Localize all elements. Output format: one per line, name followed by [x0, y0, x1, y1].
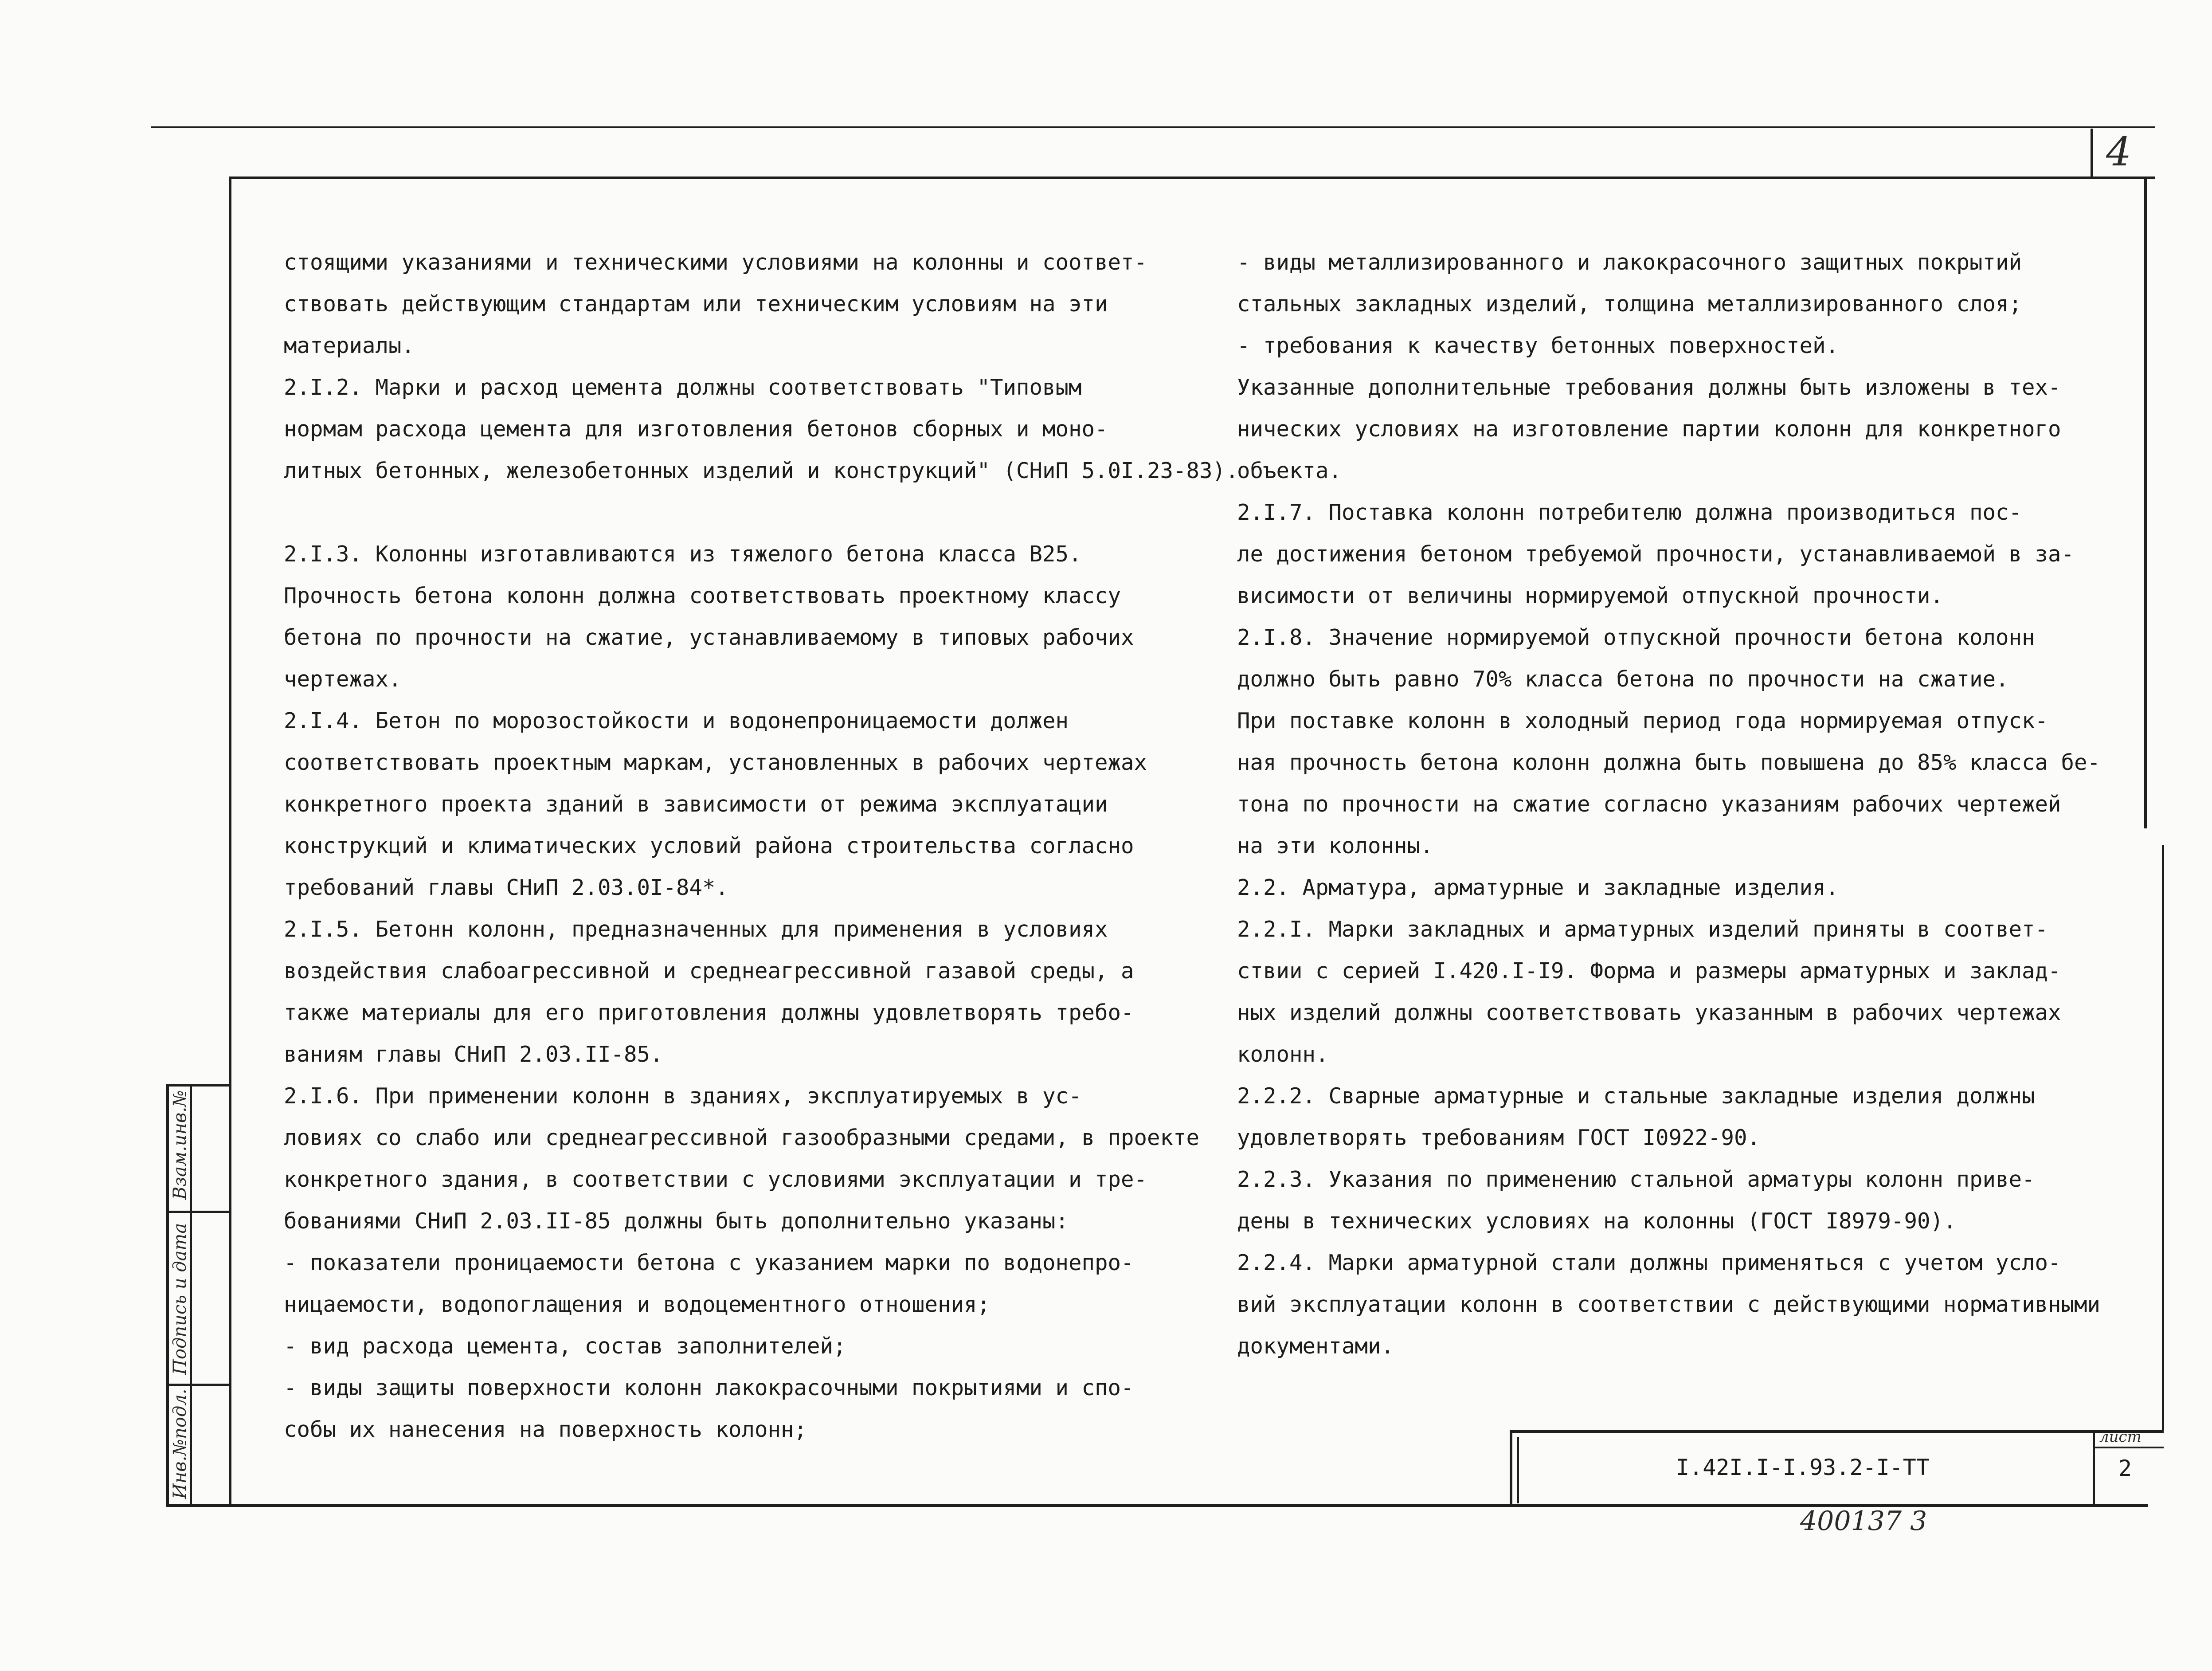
right-column-line: 2.2.4. Марки арматурной стали должны применяться с учетом усло-: [1237, 1250, 2061, 1275]
left-column-line: стоящими указаниями и техническими условиями на колонны и соответ-: [284, 250, 1147, 275]
side-stamp-inv-original: Инв.№подл.: [170, 1389, 190, 1499]
left-column-line: бетона по прочности на сжатие, устанавливаемому в типовых рабочих: [284, 625, 1134, 650]
right-column-line: стальных закладных изделий, толщина металлизированного слоя;: [1237, 291, 2022, 317]
right-column-line: на эти колонны.: [1237, 833, 1433, 859]
bottom-handwritten-number: 400137 3: [1800, 1506, 1927, 1537]
right-column-line: ствии с серией I.420.I-I9. Форма и размеры арматурных и заклад-: [1237, 958, 2061, 984]
right-column-line: нических условиях на изготовление партии колонн для конкретного: [1237, 416, 2061, 442]
left-column-line: ницаемости, водопоглащения и водоцементного отношения;: [284, 1292, 991, 1317]
side-stamp-replaced-inv: Взам.инв.№: [170, 1090, 190, 1200]
right-column-line: ная прочность бетона колонн должна быть повышена до 85% класса бе-: [1237, 750, 2101, 775]
right-column-line: должно быть равно 70% класса бетона по прочности на сжатие.: [1237, 667, 2009, 692]
left-column-line: 2.I.3. Колонны изготавливаются из тяжелого бетона класса В25.: [284, 541, 1082, 567]
stamp-left: [1510, 1430, 1512, 1506]
frame-right-lower: [2162, 845, 2164, 1430]
left-column-line: - вид расхода цемента, состав заполнителей;: [284, 1334, 846, 1359]
left-column-line: литных бетонных, железобетонных изделий и конструкций" (СНиП 5.0I.23-83).: [284, 458, 1239, 483]
stamp-sheet-label: лист: [2099, 1428, 2142, 1446]
frame-top: [231, 177, 2155, 179]
left-column-line: нормам расхода цемента для изготовления бетонов сборных и моно-: [284, 416, 1108, 442]
left-column-line: 2.I.4. Бетон по морозостойкости и водонепроницаемости должен: [284, 708, 1069, 734]
right-column-line: ных изделий должны соответствовать указанным в рабочих чертежах: [1237, 1000, 2061, 1025]
left-column-line: требований главы СНиП 2.03.0I-84*.: [284, 875, 729, 900]
left-column-line: ловиях со слабо или среднеагрессивной газообразными средами, в проекте: [284, 1125, 1200, 1150]
right-column-line: колонн.: [1237, 1042, 1329, 1067]
right-column-line: Указанные дополнительные требования должны быть изложены в тех-: [1237, 375, 2061, 400]
right-column-line: - требования к качеству бетонных поверхностей.: [1237, 333, 1839, 358]
right-column-line: - виды металлизированного и лакокрасочного защитных покрытий: [1237, 250, 2022, 275]
right-column-line: документами.: [1237, 1334, 1394, 1359]
left-column-line: 2.I.2. Марки и расход цемента должны соответствовать "Типовым: [284, 375, 1082, 400]
stamp-top: [1510, 1430, 2164, 1433]
frame-left: [229, 177, 231, 1507]
stamp-sheet-hline: [2093, 1447, 2164, 1448]
left-column-line: ваниям главы СНиП 2.03.II-85.: [284, 1042, 663, 1067]
left-column-line: материалы.: [284, 333, 415, 358]
left-column: [284, 242, 1239, 1451]
side-stamp-div-1: [166, 1211, 231, 1213]
left-column-line: собы их нанесения на поверхность колонн;: [284, 1417, 807, 1442]
side-stamp-line-a: [166, 1084, 169, 1506]
right-column-line: вий эксплуатации колонн в соответствии с действующими нормативными: [1237, 1292, 2101, 1317]
sheet-box-left: [2091, 129, 2093, 177]
right-column-line: 2.2. Арматура, арматурные и закладные изделия.: [1237, 875, 1839, 900]
right-column-line: удовлетворять требованиям ГОСТ I0922-90.: [1237, 1125, 1761, 1150]
right-column-line: тона по прочности на сжатие согласно указаниям рабочих чертежей: [1237, 792, 2061, 817]
stamp-code: I.42I.I-I.93.2-I-TT: [1676, 1455, 1930, 1480]
top-rule-line: [151, 126, 2155, 128]
right-column-line: 2.2.3. Указания по применению стальной арматуры колонн приве-: [1237, 1167, 2035, 1192]
side-stamp-div-2: [166, 1384, 231, 1386]
left-column-line: бованиями СНиП 2.03.II-85 должны быть дополнительно указаны:: [284, 1208, 1069, 1234]
left-column-line: 2.I.6. При применении колонн в зданиях, эксплуатируемых в ус-: [284, 1083, 1082, 1109]
left-column-line: - виды защиты поверхности колонн лакокрасочными покрытиями и спо-: [284, 1375, 1134, 1400]
left-column-line: конкретного здания, в соответствии с условиями эксплуатации и тре-: [284, 1167, 1147, 1192]
left-column-line: также материалы для его приготовления должны удовлетворять требо-: [284, 1000, 1134, 1025]
left-column-line: ствовать действующим стандартам или техническим условиям на эти: [284, 291, 1108, 317]
sheet-number-handwritten: 4: [2106, 129, 2132, 175]
left-column-line: 2.I.5. Бетонн колонн, предназначенных для применения в условиях: [284, 917, 1108, 942]
left-column-line: [284, 492, 1239, 533]
frame-right-upper: [2144, 177, 2147, 828]
right-column-line: висимости от величины нормируемой отпускной прочности.: [1237, 583, 1944, 608]
right-column-line: При поставке колонн в холодный период года нормируемая отпуск-: [1237, 708, 2048, 734]
left-column-line: соответствовать проектным маркам, установленных в рабочих чертежах: [284, 750, 1147, 775]
left-column-line: Прочность бетона колонн должна соответствовать проектному классу: [284, 583, 1121, 608]
side-stamp-signature-date: Подпись и дата: [170, 1223, 190, 1375]
left-column-line: - показатели проницаемости бетона с указанием марки по водонепро-: [284, 1250, 1134, 1275]
right-column-line: ле достижения бетоном требуемой прочности, устанавливаемой в за-: [1237, 541, 2075, 567]
right-column-line: 2.I.8. Значение нормируемой отпускной прочности бетона колонн: [1237, 625, 2035, 650]
right-column-line: 2.2.2. Сварные арматурные и стальные закладные изделия должны: [1237, 1083, 2035, 1109]
stamp-sheet-divider: [2093, 1430, 2095, 1506]
left-column-line: чертежах.: [284, 667, 402, 692]
right-column-line: 2.2.I. Марки закладных и арматурных изделий приняты в соответ-: [1237, 917, 2048, 942]
side-stamp-line-top: [166, 1084, 231, 1087]
left-column-line: воздействия слабоагрессивной и среднеагрессивной газавой среды, а: [284, 958, 1134, 984]
right-column-line: 2.I.7. Поставка колонн потребителю должна производиться пос-: [1237, 500, 2022, 525]
right-column-line: дены в технических условиях на колонны (ГОСТ I8979-90).: [1237, 1208, 1957, 1234]
left-column-line: конкретного проекта зданий в зависимости от режима эксплуатации: [284, 792, 1108, 817]
right-column: [1237, 242, 2100, 1367]
left-column-line: конструкций и климатических условий района строительства согласно: [284, 833, 1134, 859]
stamp-left-inner: [1517, 1437, 1519, 1503]
right-column-line: объекта.: [1237, 458, 1342, 483]
stamp-sheet-value: 2: [2118, 1455, 2132, 1481]
